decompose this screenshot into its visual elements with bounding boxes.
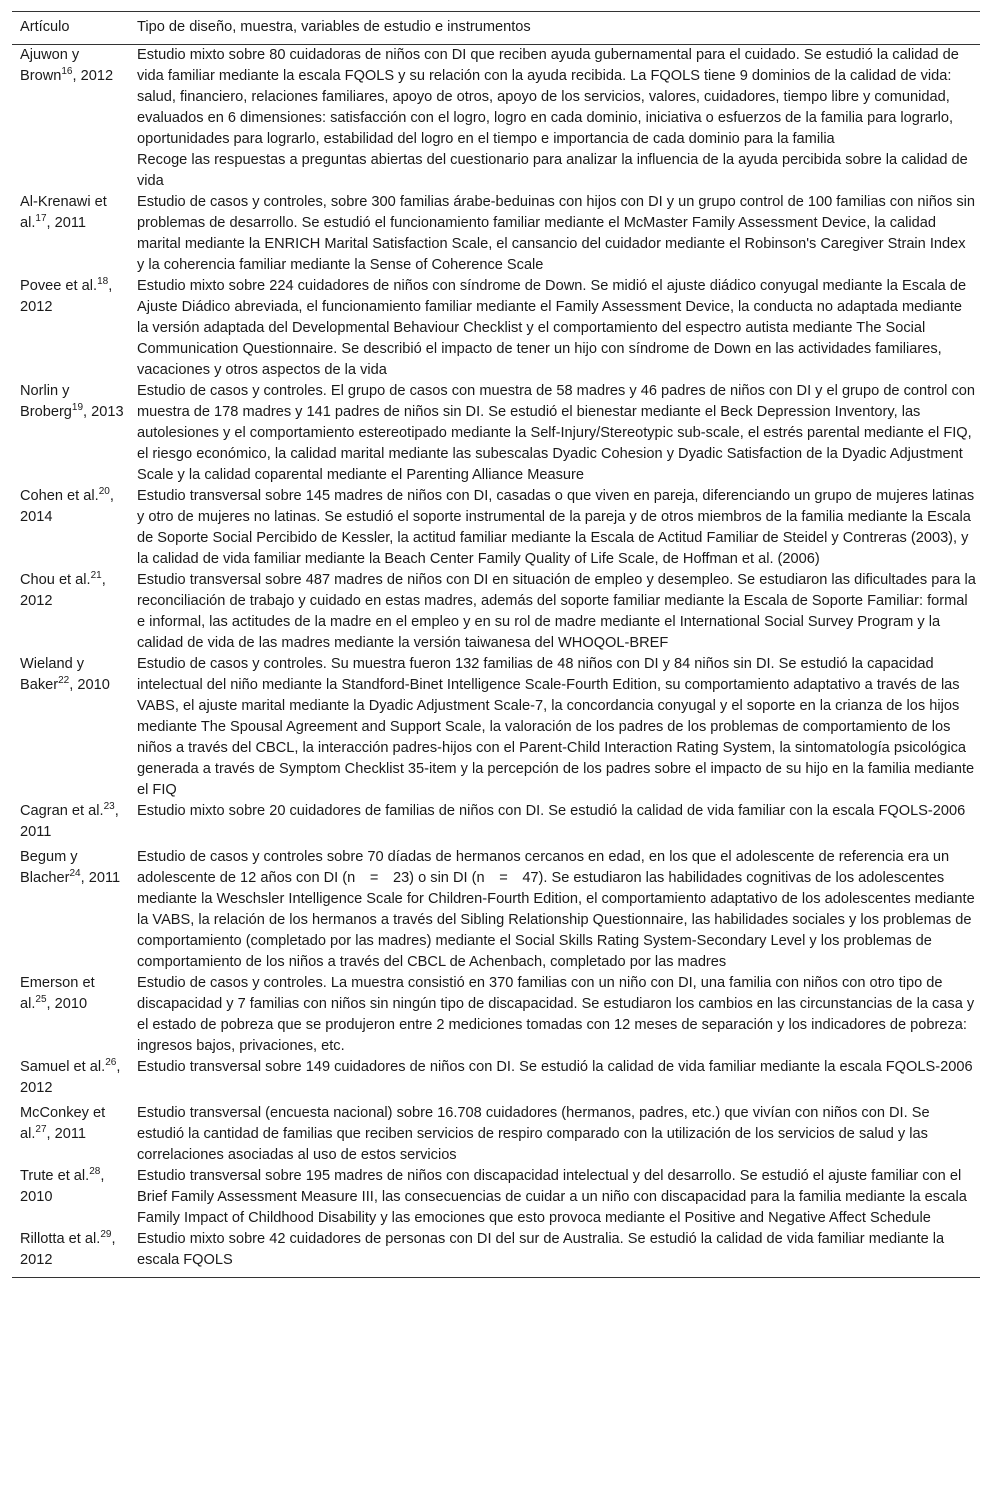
table-row — [12, 381, 980, 486]
article-year: , 2010 — [69, 677, 110, 693]
article-ref: 24 — [69, 868, 81, 879]
table-row — [12, 1229, 980, 1278]
description-cell — [129, 486, 980, 570]
table-row — [12, 1166, 980, 1229]
description-text: Estudio transversal sobre 487 madres de niños con DI en situación de empleo y desempleo. Se estudiaron las dificultades para la reconciliación de trabajo y cuidado en estas madres, además del soporte familiar mediante la Escala de Soporte Familiar: formal e informal, las actitudes de la madre en el empleo y en su rol de madre mediante el International Social Survey Program y la calidad de vida de las madres mediante la versión taiwanesa del WHOQOL-BREF — [137, 572, 976, 651]
description-text: Estudio de casos y controles. El grupo de casos con muestra de 58 madres y 46 padres de niños con DI y el grupo de control con muestra de 178 madres y 141 padres de niños sin DI. Se estudió el bienestar mediante el Beck Depression Inventory, las autolesiones y el comportamiento estereotipado mediante la Self-Injury/Stereotypic sub-scale, el estrés parental mediante el FIQ, el riesgo económico, la calidad marital mediante las subescalas Dyadic Cohesion y Dyadic Satisfaction de la Dyadic Adjustment Scale y la calidad coparental mediante el Parenting Alliance Measure — [137, 383, 975, 483]
description-cell — [129, 1099, 980, 1166]
article-author: Ajuwon y Brown — [20, 47, 80, 84]
article-author: Emerson et al. — [20, 975, 95, 1012]
description-text: Estudio de casos y controles. Su muestra fueron 132 familias de 48 niños con DI y 84 niños sin DI. Se estudió la capacidad intelectual del niño mediante la Standford-Binet Intelligence Scale-Fourth Edition, su comportamiento adaptativo a través de las VABS, el ajuste marital mediante la Dyadic Adjustment Scale-7, la concordancia conyugal y el soporte en la crianza de los hijos mediante The Spousal Agreement and Support Scale, la valoración de los padres de los problemas de comportamiento de los niños a través del CBCL, la interacción padres-hijos con el Parent-Child Interaction Rating System, la sintomatología psicológica generada a través de Symptom Checklist 35-item y la percepción de los padres sobre el impacto de su hijo en la familia mediante el FIQ — [137, 656, 975, 798]
article-author: Samuel et al. — [20, 1059, 106, 1075]
article-ref: 18 — [97, 276, 109, 287]
studies-table-container — [12, 11, 980, 1278]
description-cell — [129, 801, 980, 843]
table-row — [12, 1057, 980, 1099]
article-cell — [12, 801, 129, 843]
article-cell — [12, 381, 129, 486]
table-row — [12, 843, 980, 973]
description-text: Estudio de casos y controles, sobre 300 familias árabe-beduinas con hijos con DI y un grupo control de 100 familias con niños sin problemas de desarrollo. Se estudió el funcionamiento familiar mediante el McMaster Family Assessment Device, la calidad marital mediante la ENRICH Marital Satisfaction Scale, el cansancio del cuidador mediante el Robinson's Caregiver Strain Index y la coherencia familiar mediante la Sense of Coherence Scale — [137, 194, 975, 273]
article-year: , 2011 — [46, 1126, 87, 1142]
article-ref: 16 — [61, 66, 73, 77]
studies-table — [12, 11, 980, 1278]
article-cell — [12, 570, 129, 654]
article-year: , 2012 — [20, 572, 106, 609]
article-cell — [12, 45, 129, 193]
article-ref: 29 — [100, 1229, 112, 1240]
description-text: Estudio mixto sobre 42 cuidadores de personas con DI del sur de Australia. Se estudió la calidad de vida familiar mediante la escala FQOLS — [137, 1231, 945, 1268]
description-text: Estudio mixto sobre 224 cuidadores de niños con síndrome de Down. Se midió el ajuste diádico conyugal mediante la Escala de Ajuste Diádico abreviada, el funcionamiento familiar mediante el Family Assessment Device, la conducta no adaptada mediante la versión adaptada del Developmental Behaviour Checklist y el comportamiento del espectro autista mediante The Social Communication Questionnaire. Se describió el impacto de tener un hijo con síndrome de Down en las actividades familiares, vacaciones y otros aspectos de la vida — [137, 278, 967, 378]
description-text: Estudio transversal sobre 145 madres de niños con DI, casadas o que viven en pareja, diferenciando un grupo de mujeres latinas y otro de mujeres no latinas. Se estudió el soporte instrumental de la pareja y de otros miembros de la familia mediante la Escala de Soporte Social Percibido de Kessler, la actitud familiar mediante la Escala de Actitud Familiar de Steidel y Contreras (2003), y la calidad de vida familiar mediante la Beach Center Family Quality of Life Scale, de Hoffman et al. (2006) — [137, 488, 975, 567]
description-cell — [129, 654, 980, 801]
description-cell — [129, 45, 980, 193]
article-year: , 2011 — [20, 803, 119, 840]
description-text: Estudio de casos y controles. La muestra consistió en 370 familias con un niño con DI, una familia con niños con otro tipo de discapacidad y 7 familias con niños sin ningún tipo de discapacidad. Se estudiaron los cambios en las circunstancias de la casa y el estado de pobreza que se produjeron entre 2 mediciones tomadas con 12 meses de separación y los indicadores de pobreza: ingresos bajos, privaciones, etc. — [137, 975, 975, 1054]
table-row — [12, 276, 980, 381]
article-author: Chou et al. — [20, 572, 91, 588]
header-articulo: Artículo — [20, 19, 70, 35]
article-cell — [12, 1229, 129, 1278]
article-year: , 2012 — [20, 278, 113, 315]
article-cell — [12, 1057, 129, 1099]
description-cell — [129, 276, 980, 381]
header-descripcion: Tipo de diseño, muestra, variables de estudio e instrumentos — [137, 19, 531, 35]
description-cell — [129, 1166, 980, 1229]
article-ref: 22 — [58, 675, 70, 686]
article-ref: 26 — [105, 1057, 117, 1068]
article-cell — [12, 1166, 129, 1229]
article-ref: 25 — [35, 994, 47, 1005]
description-text: Estudio transversal sobre 149 cuidadores de niños con DI. Se estudió la calidad de vida familiar mediante la escala FQOLS-2006 — [137, 1059, 973, 1075]
description-cell — [129, 381, 980, 486]
description-text: Estudio transversal sobre 195 madres de niños con discapacidad intelectual y del desarrollo. Se estudió el ajuste familiar con el Brief Family Assessment Measure III, las consecuencias de cuidar a un niño con discapacidad para la familia mediante la escala Family Impact of Childhood Disability y las emociones que esto provoca mediante el Positive and Negative Affect Schedule — [137, 1168, 967, 1226]
article-author: Povee et al. — [20, 278, 98, 294]
article-year: , 2011 — [46, 215, 87, 231]
table-row — [12, 801, 980, 843]
article-ref: 19 — [71, 402, 84, 413]
article-cell — [12, 1099, 129, 1166]
article-year: , 2010 — [46, 996, 88, 1012]
description-text: Estudio transversal (encuesta nacional) sobre 16.708 cuidadores (hermanos, padres, etc.) que vivían con niños con DI. Se estudió la cantidad de familias que reciben servicios de respiro comparado con la utilización de los servicios de salud y las correlaciones asociadas al uso de estos servicios — [137, 1105, 930, 1163]
article-author: Al-Krenawi et al. — [20, 194, 107, 231]
table-row — [12, 192, 980, 276]
article-ref: 20 — [98, 486, 110, 497]
article-cell — [12, 654, 129, 801]
description-cell — [129, 843, 980, 973]
article-ref: 21 — [90, 570, 102, 581]
table-row — [12, 570, 980, 654]
table-row — [12, 973, 980, 1057]
description-text: Estudio mixto sobre 20 cuidadores de familias de niños con DI. Se estudió la calidad de vida familiar con la escala FQOLS-2006 — [137, 803, 966, 819]
article-author: Norlin y Broberg — [20, 383, 72, 420]
description-cell — [129, 973, 980, 1057]
description-cell — [129, 1057, 980, 1099]
article-ref: 27 — [35, 1124, 47, 1135]
description-cell — [129, 192, 980, 276]
article-year: , 2012 — [20, 1231, 116, 1268]
table-row — [12, 1099, 980, 1166]
article-cell — [12, 973, 129, 1057]
article-year: , 2013 — [83, 404, 124, 420]
article-ref: 23 — [103, 801, 115, 812]
article-year: , 2014 — [20, 488, 114, 525]
article-cell — [12, 276, 129, 381]
article-year: , 2010 — [20, 1168, 105, 1205]
article-author: Cohen et al. — [20, 488, 99, 504]
table-row — [12, 486, 980, 570]
table-row — [12, 654, 980, 801]
description-cell — [129, 1229, 980, 1278]
article-author: Rillotta et al. — [20, 1231, 101, 1247]
description-text: Estudio de casos y controles sobre 70 díadas de hermanos cercanos en edad, en los que el adolescente de referencia era un adolescente de 12 años con DI (n = 23) o sin DI (n = 47). Se estudiaron las habilidades cognitivas de los adolescentes mediante la Weschsler Intelligence Scale for Children-Fourth Edition, el comportamiento adaptativo de los adolescentes mediante la VABS, la relación de los hermanos a través del Sibling Relationship Questionnaire, las habilidades sociales y los problemas de comportamiento (completado por las madres) mediante el Social Skills Rating System-Secondary Level y los problemas de comportamiento de los niños a través del CBCL de Achenbach, completado por las madres — [137, 849, 975, 970]
article-cell — [12, 486, 129, 570]
article-author: Trute et al. — [20, 1168, 90, 1184]
article-year: , 2012 — [20, 1059, 121, 1096]
article-ref: 17 — [35, 213, 47, 224]
article-year: , 2011 — [80, 870, 121, 886]
article-author: Cagran et al. — [20, 803, 104, 819]
description-text: Estudio mixto sobre 80 cuidadoras de niños con DI que reciben ayuda gubernamental para el cuidado. Se estudió la calidad de vida familiar mediante la escala FQOLS y su relación con la ayuda recibida. La FQOLS tiene 9 dominios de la calidad de vida: salud, financiero, relaciones familiares, apoyo de otros, apoyo de los servicios, valores, cuidadores, tiempo libre y comunidad, evaluados en 6 dimensiones: satisfacción con el logro, logro en cada dominio, iniciativa o esfuerzos de la familia para lograrlo, oportunidades para lograrlo, estabilidad del logro en el tiempo e importancia de cada dominio para la familia — [137, 47, 959, 147]
article-ref: 28 — [89, 1166, 101, 1177]
article-author: Begum y Blacher — [20, 849, 78, 886]
article-cell — [12, 843, 129, 973]
article-cell — [12, 192, 129, 276]
description-cell — [129, 570, 980, 654]
article-year: , 2012 — [72, 68, 114, 84]
article-author: Wieland y Baker — [20, 656, 85, 693]
description-text-2: Recoge las respuestas a preguntas abiertas del cuestionario para analizar la influencia de la ayuda percibida sobre la calidad de vida — [137, 152, 968, 189]
table-header-row — [12, 12, 980, 45]
article-author: McConkey et al. — [20, 1105, 106, 1142]
table-row — [12, 45, 980, 193]
